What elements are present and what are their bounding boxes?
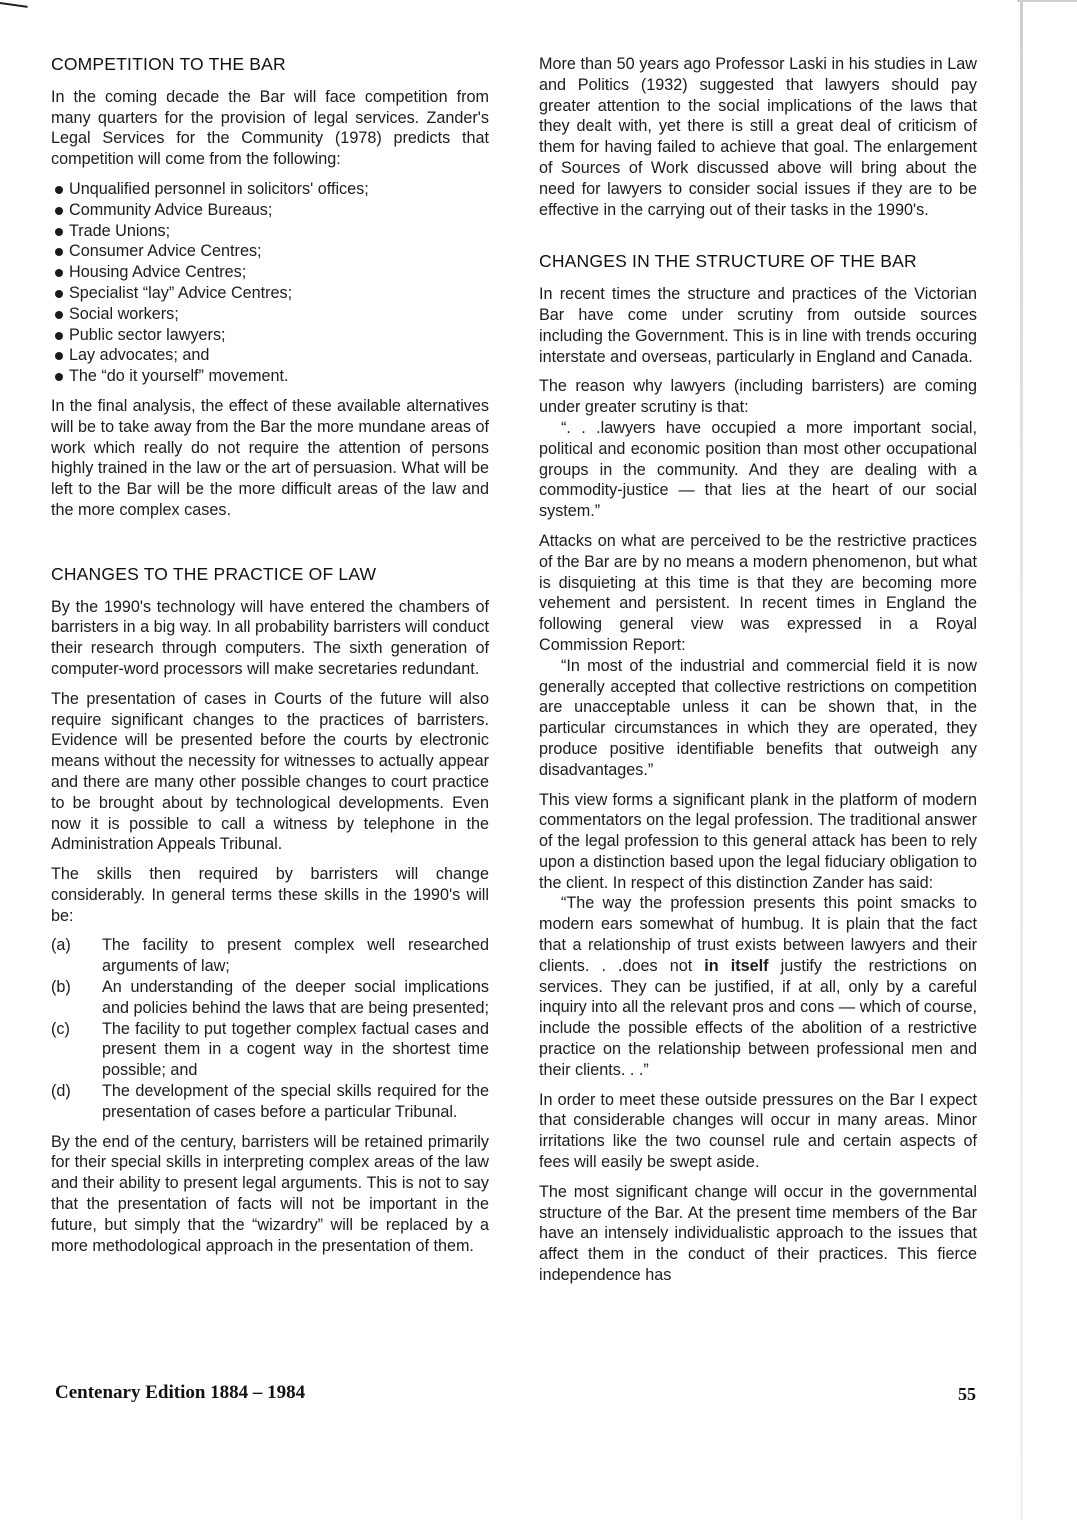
skills-list	[51, 935, 489, 1122]
skill-marker: (d)	[51, 1082, 71, 1101]
skill-marker: (c)	[51, 1019, 70, 1038]
heading-competition-to-the-bar: COMPETITION TO THE BAR	[51, 54, 286, 74]
page-number: 55	[958, 1384, 976, 1404]
practice-paragraph: By the end of the century, barristers will be retained primarily for their special skills in interpreting complex areas of the law and their ability to present legal arguments. This is not to say that the presentation of facts will not be important in the future, but simply that the “wizardry” will be replaced by a more methodological approach in the presentation of them.	[51, 1132, 489, 1255]
skill-text: The development of the special skills required for the presentation of cases before a particular Tribunal.	[102, 1082, 489, 1121]
structure-paragraph: This view forms a significant plank in the platform of modern commentators on the legal profession. The traditional answer of the legal profession to this general attack has been to rely upon a distinction based upon the legal fiduciary obligation to the client. In respect of this distinction Zander has said:	[539, 790, 977, 892]
list-item: Trade Unions;	[51, 221, 489, 242]
competition-conclusion: In the final analysis, the effect of these available alternatives will be to take away from the Bar the more mundane areas of work which really do not require the attention of persons highly trained in the law or the art of persuasion. What will be left to the Bar will be the more difficult areas of the law and the more complex cases.	[51, 396, 489, 519]
competition-intro: In the coming decade the Bar will face competition from many quarters for the provision of legal services. Zander's Legal Services for the Community (1978) predicts that competition will come from the following:	[51, 87, 489, 169]
skill-marker: (a)	[51, 936, 71, 955]
structure-paragraph: Attacks on what are perceived to be the restrictive practices of the Bar are by no means a modern phenomenon, but what is disquieting at this time is that they are becoming more vehement and persistent. In recent times in England the following general view was expressed in a Royal Commission Report:	[539, 531, 977, 654]
right-column	[539, 54, 977, 1295]
skill-item	[51, 977, 489, 1019]
footer-edition: Centenary Edition 1884 – 1984	[55, 1382, 306, 1403]
laski-paragraph: More than 50 years ago Professor Laski in his studies in Law and Politics (1932) suggested that lawyers should pay greater attention to the social implications of the laws that they dealt with, yet there is still a great deal of criticism of them for having failed to achieve that goal. The enlargement of Sources of Work discussed above will bring about the need for lawyers to consider social issues if they are to be effective in the carrying out of their tasks in the 1990's.	[539, 55, 977, 219]
practice-paragraph: The presentation of cases in Courts of the future will also require significant changes to the practices of barristers. Evidence will be presented before the courts by electronic means without the necessity for witnesses to actually appear and there are many other possible changes to court practice to be brought about by technological developments. Even now it is possible to call a witness by telephone in the Administration Appeals Tribunal.	[51, 689, 489, 854]
list-item: The “do it yourself” movement.	[51, 366, 489, 387]
practice-paragraph: By the 1990's technology will have entered the chambers of barristers in a big way. In all probability barristers will conduct their research through computers. The sixth generation of computer-word processors will make secretaries redundant.	[51, 597, 489, 678]
list-item: Unqualified personnel in solicitors' offices;	[51, 179, 489, 200]
skill-item	[51, 935, 489, 977]
skill-marker: (b)	[51, 978, 71, 997]
scan-edge-mark	[0, 0, 30, 10]
list-item: Consumer Advice Centres;	[51, 241, 489, 262]
list-item: Lay advocates; and	[51, 345, 489, 366]
quote-emphasis: in itself	[704, 956, 769, 975]
quote-text: justify the restrictions on services. They can be justified, if at all, only by a careful inquiry into all the relevant pros and cons — which of course, include the possible effects of the abolition of a restrictive practice on the relationship between professional men and their clients. . .”	[539, 956, 977, 1079]
skill-text: The facility to present complex well researched arguments of law;	[102, 936, 489, 976]
scan-shadow	[1020, 0, 1023, 1520]
skill-text: An understanding of the deeper social implications and policies behind the laws that are being presented;	[102, 978, 489, 1017]
practice-paragraph: The skills then required by barristers will change considerably. In general terms these skills in the 1990's will be:	[51, 865, 489, 925]
quotation: “. . .lawyers have occupied a more important social, political and economic position than most other occupational groups in the community. And they are dealing with a commodity-justice — that lies at the heart of our social system.”	[539, 418, 977, 521]
skill-item	[51, 1081, 489, 1123]
quotation	[539, 893, 977, 1080]
structure-paragraph: In order to meet these outside pressures on the Bar I expect that considerable changes will occur in many areas. Minor irritations like the two counsel rule and certain aspects of fees will easily be swept aside.	[539, 1090, 977, 1172]
quotation: “In most of the industrial and commercial field it is now generally accepted that collective restrictions on competition are unacceptable unless it can be shown that, in the particular circumstances in which they are operated, they produce positive identifiable benefits that outweigh any disadvantages.”	[539, 656, 977, 779]
competition-list	[51, 179, 489, 387]
skill-item	[51, 1019, 489, 1081]
list-item: Social workers;	[51, 304, 489, 325]
structure-paragraph: In recent times the structure and practices of the Victorian Bar have come under scrutiny from outside sources including the Government. This is in line with trends occuring interstate and overseas, particularly in England and Canada.	[539, 285, 977, 366]
structure-paragraph: The reason why lawyers (including barristers) are coming under greater scrutiny is that:	[539, 377, 977, 417]
scan-shadow-top	[1017, 0, 1077, 24]
structure-paragraph: The most significant change will occur in the governmental structure of the Bar. At the present time members of the Bar have an intensely individualistic approach to the issues that affect them in the conduct of their practices. This fierce independence has	[539, 1182, 977, 1285]
heading-changes-in-structure: CHANGES IN THE STRUCTURE OF THE BAR	[539, 251, 917, 272]
skill-text: The facility to put together complex factual cases and present them in a cogent way in the shortest time possible; and	[102, 1019, 489, 1080]
left-column	[51, 54, 489, 1265]
list-item: Housing Advice Centres;	[51, 262, 489, 283]
heading-changes-to-practice: CHANGES TO THE PRACTICE OF LAW	[51, 563, 377, 584]
list-item: Specialist “lay” Advice Centres;	[51, 283, 489, 304]
list-item: Community Advice Bureaus;	[51, 200, 489, 221]
list-item: Public sector lawyers;	[51, 325, 489, 346]
quote-text: “The way the profession presents this point smacks to modern ears somewhat of humbug. It is plain that the fact that a relationship of trust exists between lawyers and their clients. . .does not	[539, 894, 977, 975]
